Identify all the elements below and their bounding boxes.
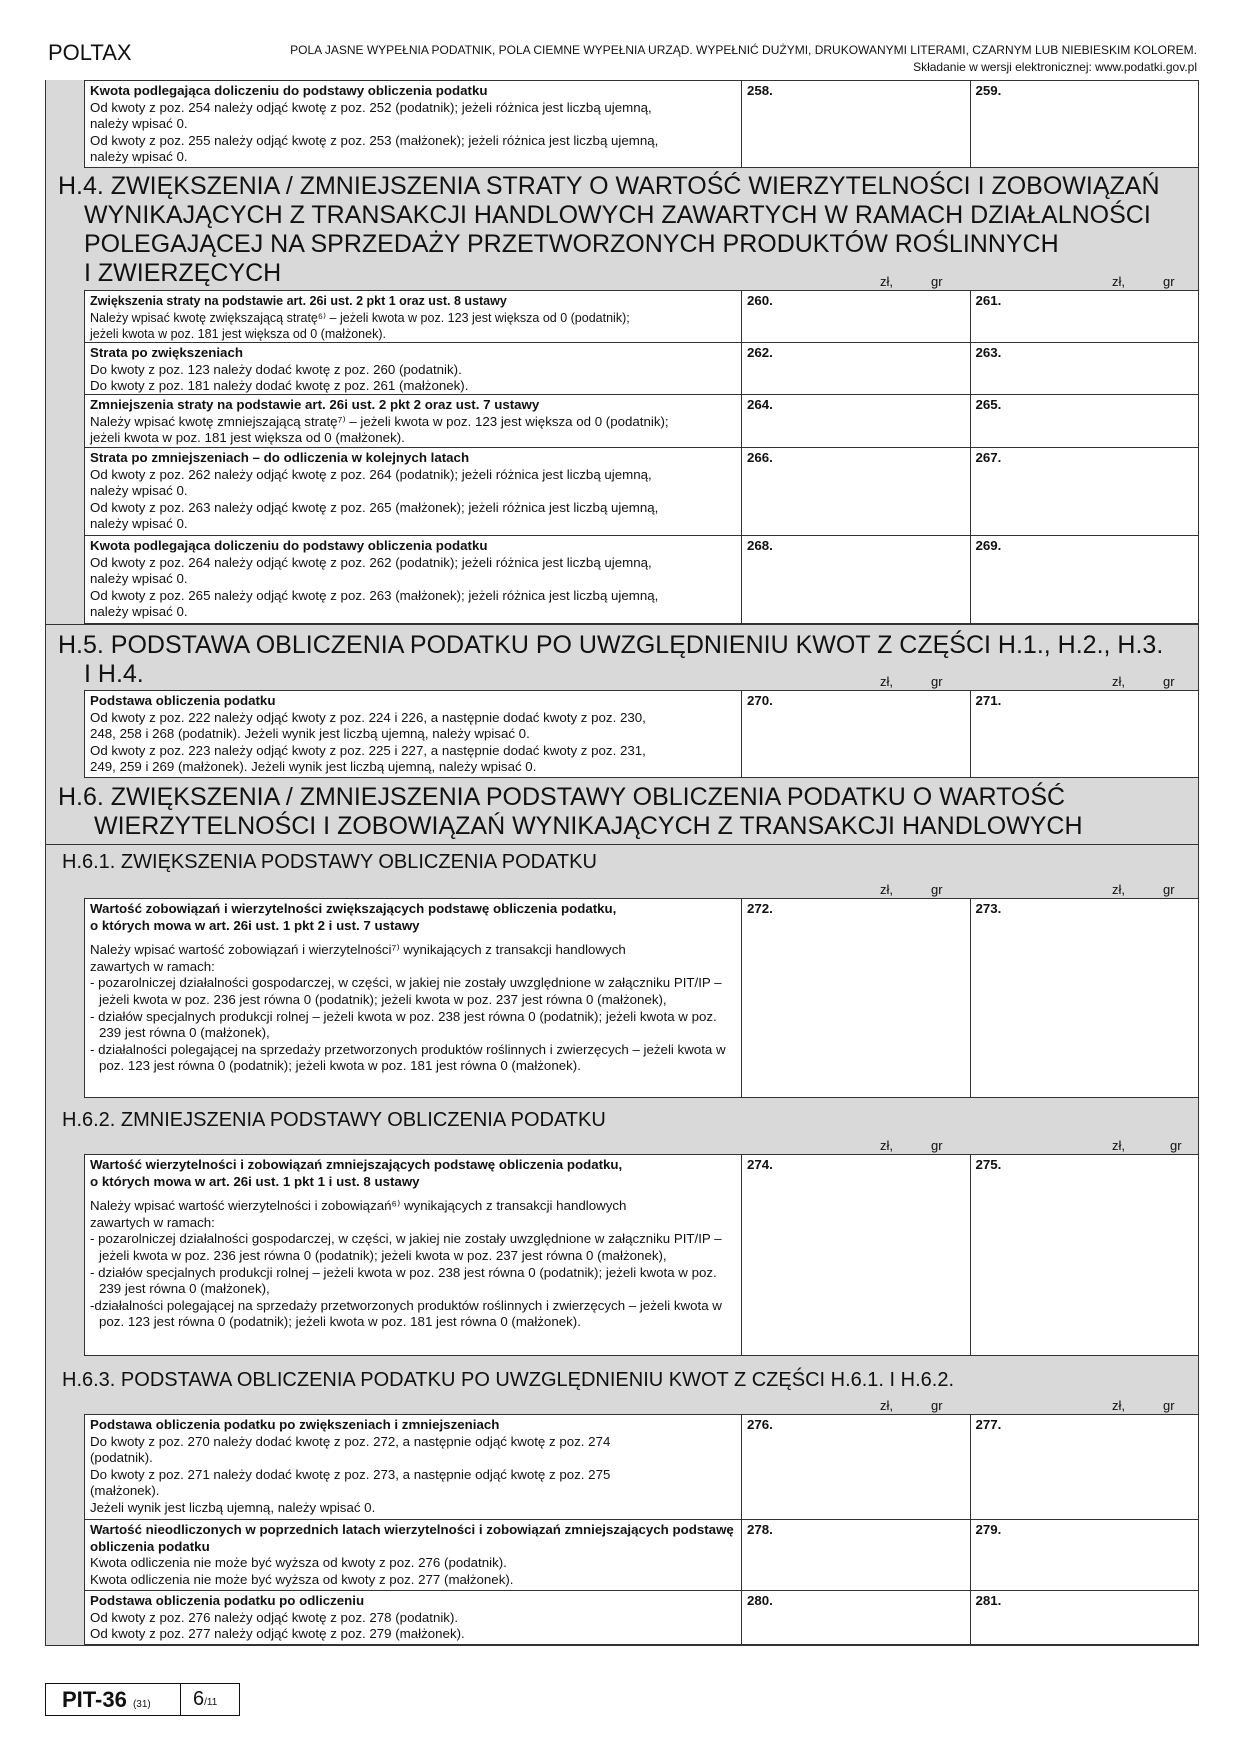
row-line: (małżonek). [90,1483,160,1499]
field-258[interactable]: 258. [741,80,970,168]
row-line: Kwota odliczenia nie może być wyższa od kwoty z poz. 277 (małżonek). [90,1571,514,1587]
unit-gr: gr [931,882,943,897]
row-label-bold: Wartość nieodliczonych w poprzednich latach wierzytelności i zobowiązań zmniejszających podstawę obliczenia podatku [90,1522,734,1554]
field-267[interactable]: 267. [970,448,1199,536]
form-row-258 [45,80,1199,168]
field-279[interactable]: 279. [970,1520,1199,1591]
unit-zl: zł, [880,274,893,289]
units-label [46,1137,1198,1153]
row-line: Do kwoty z poz. 181 należy dodać kwotę z poz. 261 (małżonek). [90,378,469,394]
row-label-bold: Podstawa obliczenia podatku po odliczeniu [90,1593,365,1608]
form-version: (31) [132,1699,151,1710]
form-code [46,1684,181,1715]
field-264[interactable]: 264. [741,395,970,448]
section-title-line: WIERZYTELNOŚCI I ZOBOWIĄZAŃ WYNIKAJĄCYCH Z TRANSAKCJI HANDLOWYCH [94,812,1083,840]
section-h4-title [45,168,1199,290]
unit-gr: gr [1163,674,1175,689]
row-line: Od kwoty z poz. 262 należy odjąć kwotę z poz. 264 (podatnik); jeżeli różnica jest liczbą ujemną, [90,466,652,482]
row-line: należy wpisać 0. [90,116,188,132]
row-label-bold: o których mowa w art. 26i ust. 1 pkt 2 i ust. 7 ustawy [90,917,420,933]
field-265[interactable]: 265. [970,395,1199,448]
field-276[interactable]: 276. [741,1414,970,1520]
field-260[interactable]: 260. [741,290,970,343]
row-line: Do kwoty z poz. 123 należy dodać kwotę z poz. 260 (podatnik). [90,361,462,377]
subsection-title: H.6.1. ZWIĘKSZENIA PODSTAWY OBLICZENIA PODATKU [62,851,597,873]
section-h5-title [45,624,1199,690]
section-title-line: H.5. PODSTAWA OBLICZENIA PODATKU PO UWZGLĘDNIENIU KWOT Z CZĘŚCI H.1., H.2., H.3. [58,631,1164,659]
row-label-bold: Strata po zmniejszeniach – do odliczenia w kolejnych latach [90,450,470,465]
unit-zl: zł, [1112,674,1125,689]
field-261[interactable]: 261. [970,290,1199,343]
row-line: jeżeli kwota w poz. 181 jest większa od 0 (małżonek). [90,327,386,342]
row-line: Należy wpisać wartość zobowiązań i wierzytelności⁷⁾ wynikających z transakcji handlowych [90,942,626,958]
section-title-line: WYNIKAJĄCYCH Z TRANSAKCJI HANDLOWYCH ZAWARTYCH W RAMACH DZIAŁALNOŚCI [84,201,1151,229]
form-row-278 [45,1520,1199,1591]
section-h63-title [45,1356,1199,1414]
unit-gr: gr [1170,1138,1182,1153]
field-281[interactable]: 281. [970,1591,1199,1645]
row-line: Należy wpisać kwotę zmniejszającą stratę⁷⁾ – jeżeli kwota w poz. 123 jest większa od 0 (podatnik); [90,413,669,429]
row-line: Od kwoty z poz. 277 należy odjąć kwotę z poz. 279 (małżonek). [90,1626,465,1642]
row-label-bold: Strata po zwiększeniach [90,345,243,360]
units-label [46,881,1198,897]
row-label-bold: Kwota podlegająca doliczeniu do podstawy obliczenia podatku [90,538,488,553]
unit-zl: zł, [880,674,893,689]
form-code-label: PIT-36 [62,1687,127,1712]
row-line: Do kwoty z poz. 270 należy dodać kwotę z poz. 272, a następnie odjąć kwotę z poz. 274 [90,1433,611,1449]
units-label [46,1397,1198,1413]
row-line: Od kwoty z poz. 255 należy odjąć kwotę z poz. 253 (małżonek); jeżeli różnica jest liczbą ujemną, [90,132,659,148]
field-271[interactable]: 271. [970,690,1199,778]
row-line: 249, 259 i 269 (małżonek). Jeżeli wynik jest liczbą ujemną, należy wpisać 0. [90,759,537,775]
row-line: Od kwoty z poz. 222 należy odjąć kwoty z poz. 224 i 226, a następnie dodać kwoty z poz. 230, [90,709,646,725]
form-row-274 [45,1154,1199,1356]
unit-zl: zł, [880,882,893,897]
section-title-line: POLEGAJĄCEJ NA SPRZEDAŻY PRZETWORZONYCH PRODUKTÓW ROŚLINNYCH [84,230,1059,258]
row-line: Od kwoty z poz. 265 należy odjąć kwotę z poz. 263 (małżonek); jeżeli różnica jest liczbą ujemną, [90,587,659,603]
row-line: Kwota odliczenia nie może być wyższa od kwoty z poz. 276 (podatnik). [90,1555,507,1571]
row-line: należy wpisać 0. [90,571,188,587]
section-title-line: I H.4. [84,660,144,688]
row-label-bold: Podstawa obliczenia podatku [90,693,276,708]
row-label-bold: Zwiększenia straty na podstawie art. 26i ust. 2 pkt 1 oraz ust. 8 ustawy [90,294,507,308]
field-263[interactable]: 263. [970,343,1199,395]
row-label-bold: Wartość zobowiązań i wierzytelności zwiększających podstawę obliczenia podatku, [90,901,617,916]
form-row-268 [45,536,1199,624]
field-262[interactable]: 262. [741,343,970,395]
field-268[interactable]: 268. [741,536,970,624]
field-274[interactable]: 274. [741,1154,970,1356]
unit-gr: gr [931,674,943,689]
header-e-filing: Składanie w wersji elektronicznej: www.podatki.gov.pl [913,60,1197,74]
row-line: należy wpisać 0. [90,149,188,165]
form-row-266 [45,448,1199,536]
unit-zl: zł, [880,1398,893,1413]
form-body [45,80,1199,1646]
form-row-272 [45,898,1199,1098]
units-label [46,273,1198,289]
unit-zl: zł, [1112,1398,1125,1413]
row-label-bold: Podstawa obliczenia podatku po zwiększeniach i zmniejszeniach [90,1417,500,1432]
field-269[interactable]: 269. [970,536,1199,624]
list-item: - działalności polegającej na sprzedaży przetworzonych produktów roślinnych i zwierzęcych – jeżeli kwota w poz. 123 jest równa 0 (podatnik); jeżeli kwota w poz. 181 jest równa 0 (małżonek). [90,1041,726,1074]
unit-gr: gr [931,1138,943,1153]
row-line: 248, 258 i 268 (podatnik). Jeżeli wynik jest liczbą ujemną, należy wpisać 0. [90,726,530,742]
row-line: Należy wpisać kwotę zwiększającą stratę⁶⁾ – jeżeli kwota w poz. 123 jest większa od 0 (podatnik); [90,310,630,325]
section-h6-title [45,778,1199,844]
page-current: 6 [193,1688,205,1710]
list-item: - pozarolniczej działalności gospodarczej, w części, w jakiej nie zostały uwzględnione w załączniku PIT/IP – jeżeli kwota w poz. 236 jest równa 0 (podatnik); jeżeli kwota w poz. 237 jest równa 0 (małżonek), [90,975,722,1007]
field-270[interactable]: 270. [741,690,970,778]
unit-gr: gr [1163,274,1175,289]
field-272[interactable]: 272. [741,898,970,1098]
form-row-260 [45,290,1199,343]
unit-gr: gr [931,274,943,289]
unit-zl: zł, [1112,1138,1125,1153]
list-item: - działów specjalnych produkcji rolnej – jeżeli kwota w poz. 238 jest równa 0 (podatnik); jeżeli kwota w poz. 239 jest równa 0 (małżonek), [90,1008,717,1041]
row-label-bold: Kwota podlegająca doliczeniu do podstawy obliczenia podatku [90,83,488,98]
row-line: zawartych w ramach: [90,1214,215,1230]
units-label [46,673,1198,689]
section-title-line: H.4. ZWIĘKSZENIA / ZMNIEJSZENIA STRATY O WARTOŚĆ WIERZYTELNOŚCI I ZOBOWIĄZAŃ [58,172,1160,200]
page-number [181,1684,239,1715]
row-line: należy wpisać 0. [90,604,188,620]
row-line: Od kwoty z poz. 276 należy odjąć kwotę z poz. 278 (podatnik). [90,1609,459,1625]
unit-gr: gr [1163,1398,1175,1413]
unit-zl: zł, [1112,274,1125,289]
row-line: Jeżeli wynik jest liczbą ujemną, należy wpisać 0. [90,1499,376,1515]
unit-gr: gr [931,1398,943,1413]
row-line: Od kwoty z poz. 223 należy odjąć kwoty z poz. 225 i 227, a następnie dodać kwoty z poz. 231, [90,742,646,758]
field-275[interactable]: 275. [970,1154,1199,1356]
row-line: należy wpisać 0. [90,516,188,532]
list-item: -działalności polegającej na sprzedaży przetworzonych produktów roślinnych i zwierzęcych – jeżeli kwota w poz. 123 jest równa 0 (podatnik); jeżeli kwota w poz. 181 jest równa 0 (małżonek). [90,1297,722,1330]
field-273[interactable]: 273. [970,898,1199,1098]
form-row-280 [45,1591,1199,1645]
form-row-276 [45,1414,1199,1520]
unit-gr: gr [1163,882,1175,897]
unit-zl: zł, [1112,882,1125,897]
field-278[interactable]: 278. [741,1520,970,1591]
field-277[interactable]: 277. [970,1414,1199,1520]
row-line: Od kwoty z poz. 254 należy odjąć kwotę z poz. 252 (podatnik); jeżeli różnica jest liczbą ujemną, [90,99,652,115]
section-title-line: I ZWIERZĘCYCH [84,259,282,287]
list-item: - działów specjalnych produkcji rolnej – jeżeli kwota w poz. 238 jest równa 0 (podatnik); jeżeli kwota w poz. 239 jest równa 0 (małżonek), [90,1264,717,1297]
row-line: należy wpisać 0. [90,483,188,499]
row-line: zawartych w ramach: [90,958,215,974]
unit-zl: zł, [880,1138,893,1153]
form-row-262 [45,343,1199,395]
form-row-264 [45,395,1199,448]
list-item: - pozarolniczej działalności gospodarczej, w części, w jakiej nie zostały uwzględnione w załączniku PIT/IP – jeżeli kwota w poz. 236 jest równa 0 (podatnik); jeżeli kwota w poz. 237 jest równa 0 (małżonek), [90,1231,722,1263]
header-instruction: POLA JASNE WYPEŁNIA PODATNIK, POLA CIEMNE WYPEŁNIA URZĄD. WYPEŁNIĆ DUŻYMI, DRUKOWANYMI LITERAMI, CZARNYM LUB NIEBIESKIM KOLOREM. [290,43,1197,57]
page-total: /11 [204,1697,218,1708]
section-h61-title [45,844,1199,898]
row-line: Należy wpisać wartość wierzytelności i zobowiązań⁶⁾ wynikających z transakcji handlowych [90,1198,627,1214]
form-bottom-border [45,1645,1199,1646]
field-266[interactable]: 266. [741,448,970,536]
row-label [84,80,741,168]
row-line: Od kwoty z poz. 264 należy odjąć kwotę z poz. 262 (podatnik); jeżeli różnica jest liczbą ujemną, [90,554,652,570]
section-h62-title [45,1098,1199,1154]
field-259[interactable]: 259. [970,80,1199,168]
row-line: (podatnik). [90,1450,153,1466]
field-280[interactable]: 280. [741,1591,970,1645]
row-line: jeżeli kwota w poz. 181 jest większa od 0 (małżonek). [90,430,405,446]
header-brand: POLTAX [48,40,132,65]
row-label-bold: o których mowa w art. 26i ust. 1 pkt 1 i ust. 8 ustawy [90,1173,420,1189]
form-footer [45,1683,240,1716]
subsection-title: H.6.2. ZMNIEJSZENIA PODSTAWY OBLICZENIA PODATKU [62,1109,606,1131]
row-label-bold: Zmniejszenia straty na podstawie art. 26i ust. 2 pkt 2 oraz ust. 7 ustawy [90,397,540,412]
form-row-270 [45,690,1199,778]
subsection-title: H.6.3. PODSTAWA OBLICZENIA PODATKU PO UWZGLĘDNIENIU KWOT Z CZĘŚCI H.6.1. I H.6.2. [62,1369,955,1391]
row-line: Do kwoty z poz. 271 należy dodać kwotę z poz. 273, a następnie odjąć kwotę z poz. 275 [90,1466,611,1482]
row-line: Od kwoty z poz. 263 należy odjąć kwotę z poz. 265 (małżonek); jeżeli różnica jest liczbą ujemną, [90,499,659,515]
section-title-line: H.6. ZWIĘKSZENIA / ZMNIEJSZENIA PODSTAWY OBLICZENIA PODATKU O WARTOŚĆ [58,783,1066,811]
row-label-bold: Wartość wierzytelności i zobowiązań zmniejszających podstawę obliczenia podatku, [90,1157,623,1172]
